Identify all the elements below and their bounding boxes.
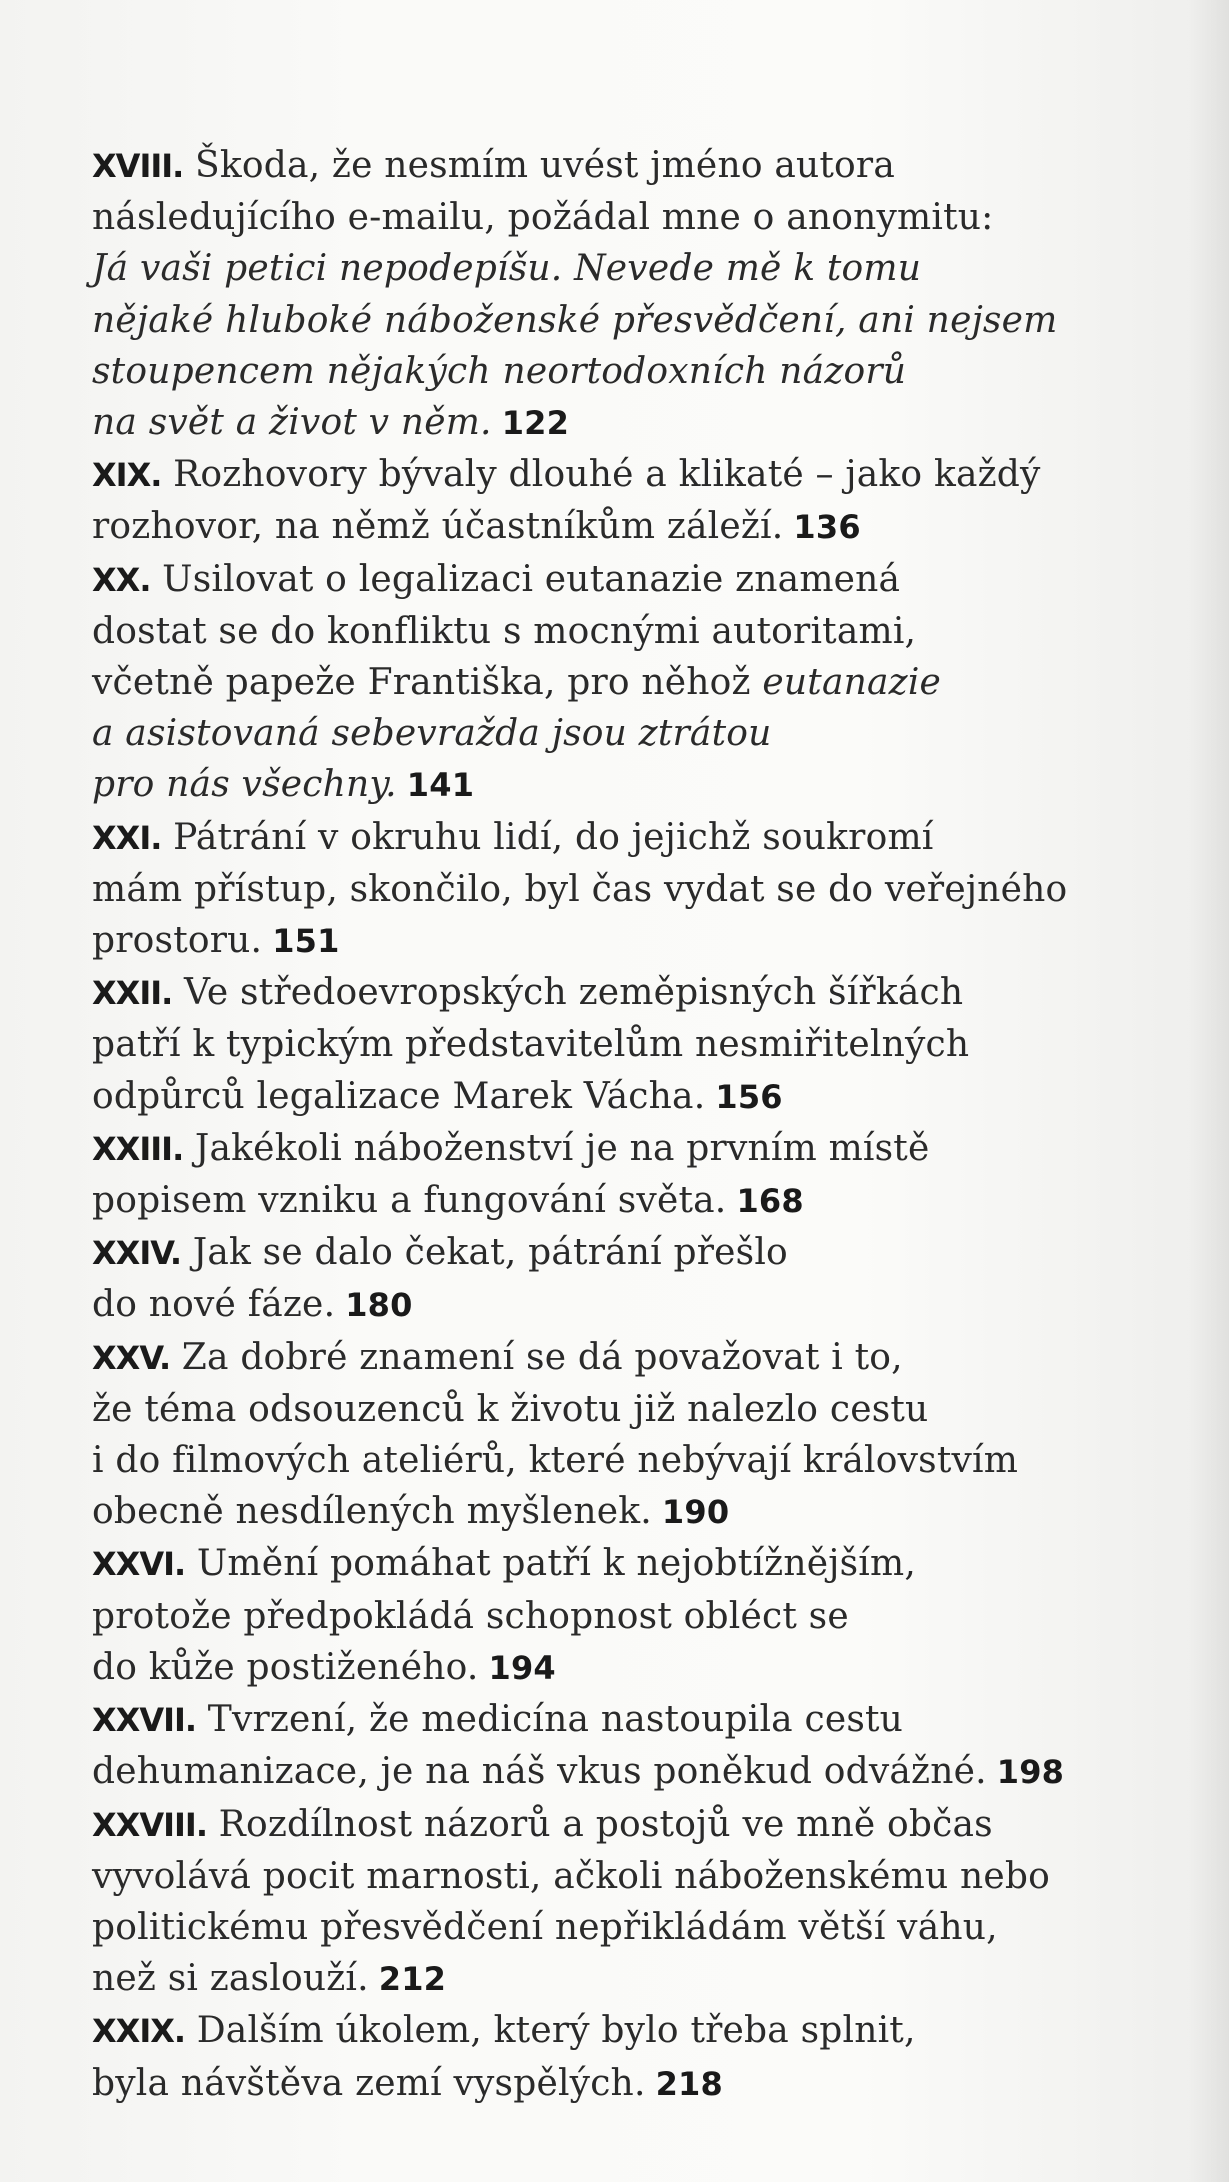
chapter-summary-text: Za dobré znamení se dá považovat i to, — [181, 1336, 903, 1378]
toc-entry-line — [92, 1746, 1152, 1798]
toc-entry-line — [92, 449, 1152, 501]
toc-entry-line — [92, 192, 1152, 243]
table-of-contents — [92, 140, 1152, 2110]
toc-entry-line — [92, 1851, 1152, 1902]
chapter-number: XXV. — [92, 1338, 171, 1377]
toc-entry-line — [92, 346, 1152, 397]
page-number: 212 — [378, 1960, 447, 1999]
chapter-summary-text: odpůrců legalizace Marek Vácha. — [92, 1075, 706, 1117]
toc-entry-line — [92, 1279, 1152, 1331]
chapter-summary-text: následujícího e-mailu, požádal mne o anonymitu: — [92, 197, 994, 239]
page-number: 122 — [501, 404, 570, 443]
chapter-summary-text: pro nás všechny. — [92, 764, 397, 806]
toc-entry-line — [92, 554, 1152, 606]
chapter-summary-text: Rozdílnost názorů a postojů ve mně občas — [218, 1803, 993, 1845]
toc-entry-line — [92, 1591, 1152, 1642]
chapter-summary-text: popisem vzniku a fungování světa. — [92, 1180, 727, 1222]
chapter-summary-text: že téma odsouzenců k životu již nalezlo cestu — [92, 1388, 929, 1430]
toc-entry — [92, 812, 1152, 968]
chapter-summary-text: než si zaslouží. — [92, 1958, 369, 2000]
chapter-summary-text: Já vaši petici nepodepíšu. Nevede mě k tomu — [92, 248, 922, 290]
toc-entry-line — [92, 2058, 1152, 2110]
toc-entry — [92, 1123, 1152, 1227]
toc-entry-line — [92, 1227, 1152, 1279]
chapter-summary-text: i do filmových ateliérů, které nebývají královstvím — [92, 1440, 1019, 1482]
toc-entry-line — [92, 295, 1152, 346]
chapter-number: XIX. — [92, 456, 162, 495]
chapter-summary-text: dostat se do konfliktu s mocnými autoritami, — [92, 610, 917, 652]
chapter-summary-text: byla návštěva zemí vyspělých. — [92, 2062, 646, 2104]
toc-entry-line — [92, 1799, 1152, 1851]
toc-entry-line — [92, 1694, 1152, 1746]
chapter-number: XXVI. — [92, 1545, 186, 1584]
toc-entry-line — [92, 397, 1152, 449]
chapter-summary-text: stoupencem nějakých neortodoxních názorů — [92, 350, 907, 392]
chapter-summary-text: a asistovaná sebevražda jsou ztrátou — [92, 713, 772, 755]
chapter-summary-text: Jak se dalo čekat, pátrání přešlo — [192, 1232, 788, 1274]
toc-entry-line — [92, 812, 1152, 864]
chapter-summary-text: Tvrzení, že medicína nastoupila cestu — [207, 1699, 904, 1741]
chapter-summary-text: Umění pomáhat patří k nejobtížnějším, — [196, 1543, 916, 1585]
chapter-summary-text: Dalším úkolem, který bylo třeba splnit, — [196, 2010, 916, 2052]
page-number: 194 — [488, 1648, 556, 1687]
toc-entry-line — [92, 657, 1152, 708]
page-number: 156 — [715, 1077, 783, 1116]
chapter-summary-text: nějaké hluboké náboženské přesvědčení, ani nejsem — [92, 299, 1058, 341]
chapter-number: XXII. — [92, 974, 173, 1013]
chapter-summary-text: vyvolává pocit marnosti, ačkoli náboženskému nebo — [92, 1855, 1050, 1897]
chapter-number: XXIX. — [92, 2012, 186, 2051]
toc-entry-line — [92, 1384, 1152, 1435]
toc-entry-line — [92, 501, 1152, 553]
toc-entry-line — [92, 967, 1152, 1019]
toc-entry-line — [92, 1642, 1152, 1694]
toc-entry-line — [92, 1175, 1152, 1227]
page-number: 218 — [655, 2064, 723, 2103]
page-edge-shadow — [1189, 0, 1229, 2182]
toc-entry-line — [92, 708, 1152, 759]
chapter-number: XXIII. — [92, 1129, 184, 1168]
page-number: 168 — [736, 1182, 804, 1221]
chapter-number: XXVII. — [92, 1701, 197, 1740]
page-number: 190 — [661, 1493, 730, 1532]
chapter-summary-text: Jakékoli náboženství je na prvním místě — [194, 1127, 930, 1169]
chapter-summary-text: na svět a život v něm. — [92, 402, 492, 444]
page-number: 151 — [272, 922, 340, 961]
chapter-summary-text: obecně nesdílených myšlenek. — [92, 1491, 652, 1533]
page-number: 141 — [406, 766, 475, 805]
chapter-summary-text: protože předpokládá schopnost obléct se — [92, 1595, 849, 1637]
toc-entry-line — [92, 2005, 1152, 2057]
toc-entry-line — [92, 1538, 1152, 1590]
toc-entry — [92, 1799, 1152, 2006]
toc-entry-line — [92, 1019, 1152, 1070]
toc-entry-line — [92, 759, 1152, 811]
toc-entry-line — [92, 140, 1152, 192]
chapter-number: XXVIII. — [92, 1805, 207, 1844]
chapter-summary-text: rozhovor, na němž účastníkům záleží. — [92, 506, 784, 548]
toc-entry-line — [92, 864, 1152, 915]
chapter-summary-text: do nové fáze. — [92, 1284, 336, 1326]
chapter-number: XVIII. — [92, 147, 184, 185]
chapter-number: XXI. — [92, 818, 162, 857]
toc-entry — [92, 967, 1152, 1123]
toc-entry — [92, 1332, 1152, 1539]
chapter-summary-text: do kůže postiženého. — [92, 1646, 479, 1688]
toc-entry-line — [92, 915, 1152, 967]
toc-entry — [92, 1538, 1152, 1694]
toc-entry — [92, 1694, 1152, 1798]
page-number: 136 — [793, 508, 861, 547]
chapter-summary-text: Usilovat o legalizaci eutanazie znamená — [162, 558, 901, 600]
chapter-summary-text: Ve středoevropských zeměpisných šířkách — [183, 972, 964, 1014]
toc-entry-line — [92, 1902, 1152, 1953]
toc-entry-line — [92, 1071, 1152, 1123]
toc-entry-line — [92, 243, 1152, 294]
chapter-summary-text: včetně papeže Františka, pro něhož — [92, 662, 751, 704]
chapter-number: XX. — [92, 560, 151, 599]
toc-entry-line — [92, 1953, 1152, 2005]
toc-entry — [92, 449, 1152, 553]
chapter-summary-italic-tail: eutanazie — [762, 662, 942, 704]
chapter-number: XXIV. — [92, 1234, 182, 1273]
toc-entry-line — [92, 606, 1152, 657]
chapter-summary-text: dehumanizace, je na náš vkus poněkud odvážné. — [92, 1751, 987, 1793]
chapter-summary-text: Škoda, že nesmím uvést jméno autora — [194, 145, 896, 186]
toc-entry-line — [92, 1332, 1152, 1384]
chapter-summary-text: politickému přesvědčení nepřikládám větší váhu, — [92, 1906, 998, 1948]
toc-entry — [92, 2005, 1152, 2109]
toc-entry — [92, 554, 1152, 812]
toc-entry — [92, 140, 1152, 449]
toc-entry-line — [92, 1486, 1152, 1538]
page-number: 198 — [996, 1753, 1065, 1792]
chapter-summary-text: Rozhovory bývaly dlouhé a klikaté – jako každý — [173, 454, 1041, 496]
toc-entry — [92, 1227, 1152, 1331]
chapter-summary-text: prostoru. — [92, 920, 263, 962]
chapter-summary-text: patří k typickým představitelům nesmiřitelných — [92, 1024, 970, 1066]
chapter-summary-text: mám přístup, skončilo, byl čas vydat se do veřejného — [92, 868, 1068, 910]
toc-entry-line — [92, 1435, 1152, 1486]
page-number: 180 — [345, 1286, 413, 1325]
chapter-summary-text: Pátrání v okruhu lidí, do jejichž soukromí — [173, 816, 934, 858]
toc-entry-line — [92, 1123, 1152, 1175]
